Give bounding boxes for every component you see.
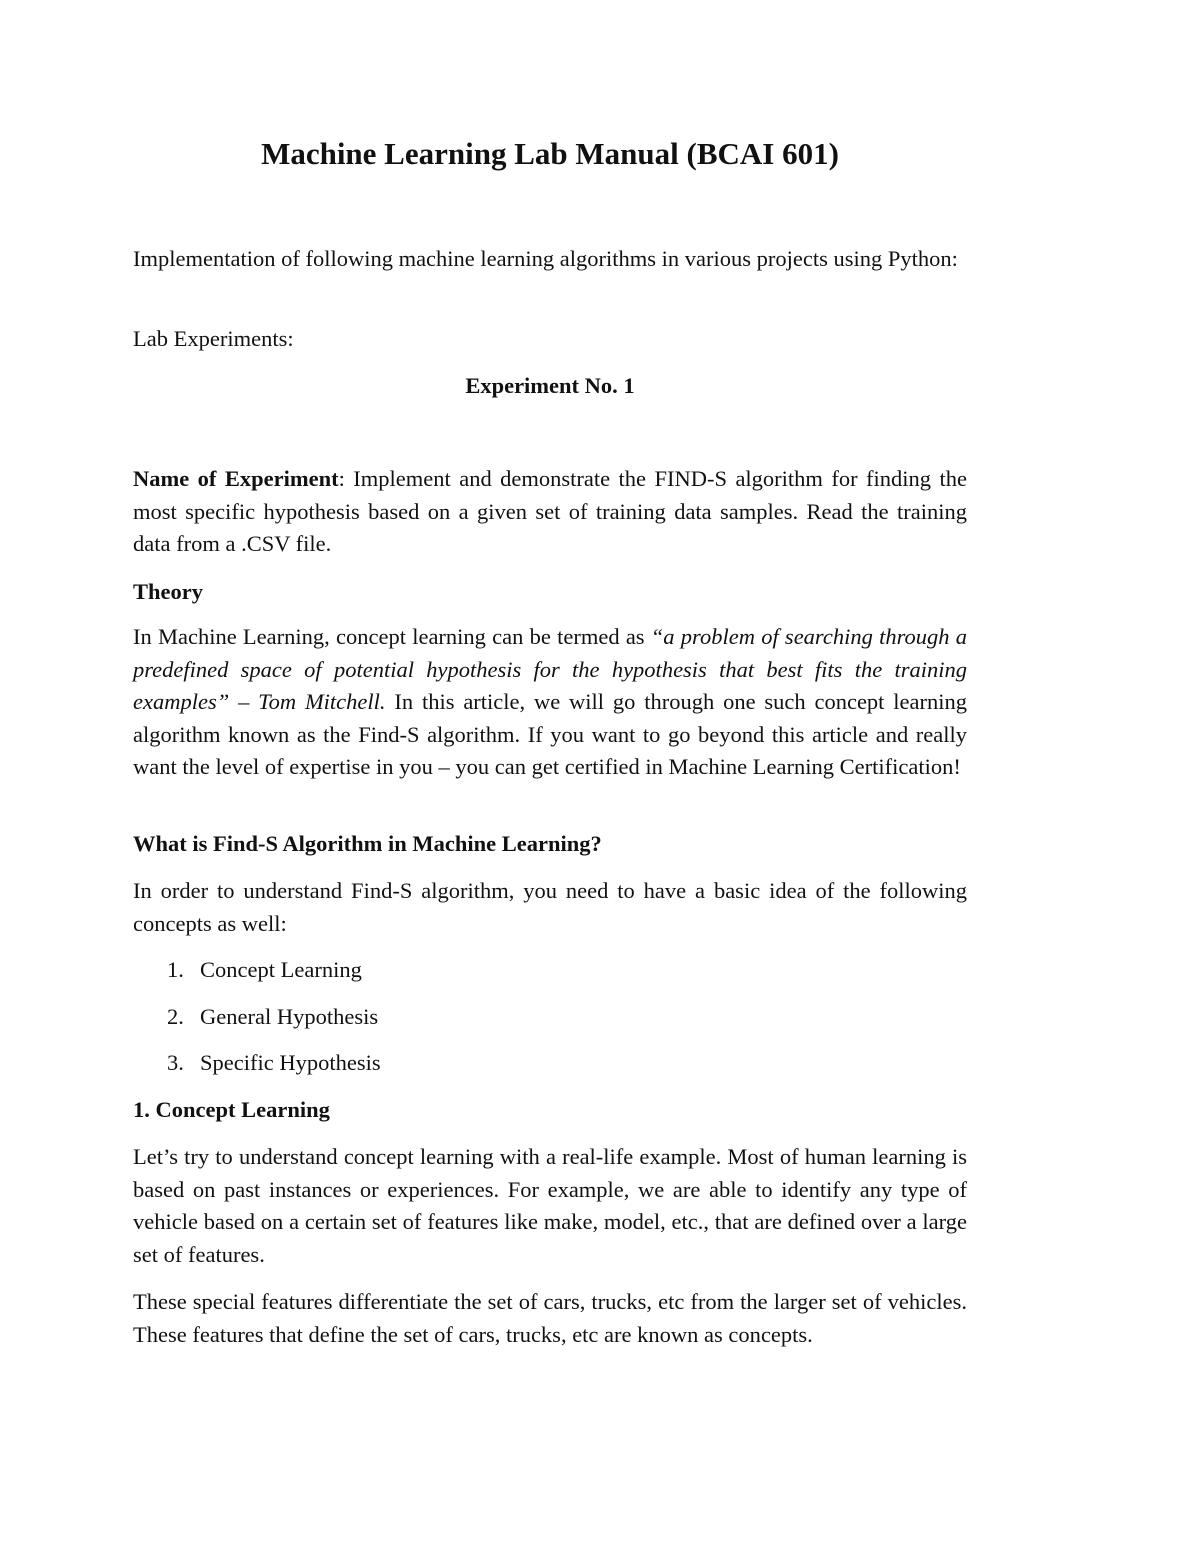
concept-learning-paragraph-1: Let’s try to understand concept learning with a real-life example. Most of human learning is based on past instances or experiences. For example, we are able to identify any type of vehicle based on a certain set of features like make, model, etc., that are defined over a large set of features. — [133, 1144, 967, 1267]
list-item-label: General Hypothesis — [200, 1003, 379, 1029]
theory-lead: In Machine Learning, concept learning can be termed as — [133, 624, 651, 649]
name-of-experiment-separator: : — [338, 466, 354, 491]
concept-learning-paragraph-2: These special features differentiate the set of cars, trucks, etc from the larger set of vehicles. These features that define the set of cars, trucks, etc are known as concepts. — [133, 1289, 967, 1347]
list-item-number: 1. — [167, 957, 184, 982]
find-s-heading: What is Find-S Algorithm in Machine Learning? — [133, 831, 602, 856]
concepts-list — [133, 954, 967, 1094]
list-item-label: Concept Learning — [200, 957, 362, 982]
theory-quote: “a problem of searching through a predefined space of potential hypothesis for the hypothesis that best fits the training examples” – Tom Mitchell. — [133, 624, 967, 714]
name-of-experiment-paragraph — [133, 463, 967, 561]
theory-paragraph — [133, 621, 967, 784]
theory-heading: Theory — [133, 579, 203, 604]
name-of-experiment-label: Name of Experiment — [133, 466, 339, 491]
list-item-number: 3. — [167, 1050, 184, 1075]
list-item — [133, 1001, 967, 1048]
theory-rest: In this article, we will go through one such concept learning algorithm known as the Find-S algorithm. If you want to go beyond this article and really want the level of expertise in you – you can get certified in Machine Learning Certification! — [133, 689, 967, 779]
concept-learning-heading: 1. Concept Learning — [133, 1097, 330, 1122]
list-item — [133, 1047, 967, 1094]
list-item-label: Specific Hypothesis — [200, 1050, 381, 1075]
experiment-heading: Experiment No. 1 — [465, 373, 635, 398]
document-title: Machine Learning Lab Manual (BCAI 601) — [261, 136, 839, 171]
lab-experiments-label: Lab Experiments: — [133, 326, 294, 351]
intro-paragraph: Implementation of following machine learning algorithms in various projects using Python: — [133, 246, 958, 271]
list-item — [133, 954, 967, 1001]
list-item-number: 2. — [167, 1003, 184, 1029]
find-s-paragraph: In order to understand Find-S algorithm, you need to have a basic idea of the following concepts as well: — [133, 878, 967, 936]
name-of-experiment-text: Implement and demonstrate the FIND-S algorithm for finding the most specific hypothesis based on a given set of training data samples. Read the training data from a .CSV file. — [133, 466, 967, 556]
